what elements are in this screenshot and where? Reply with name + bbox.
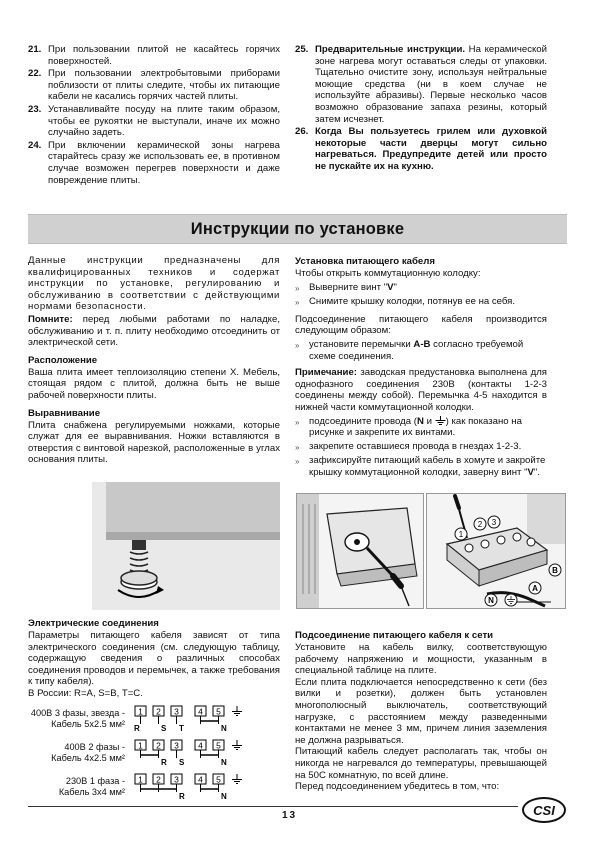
leveling-foot-illustration	[92, 482, 280, 610]
location-text: Ваша плита имеет теплоизоляцию степени X. Мебель, стоящая рядом с плитой, должна быть не выше рабочей поверхности плиты.	[28, 366, 280, 401]
open-instruction: Чтобы открыть коммутационную колодку:	[295, 268, 481, 279]
terminal-number: 3	[174, 740, 179, 751]
connection-row	[28, 772, 280, 802]
ground-icon	[232, 774, 242, 784]
terminal-diagram	[131, 738, 251, 768]
terminal-number: 1	[138, 706, 143, 717]
ground-icon	[232, 740, 242, 750]
phase-label: T	[179, 723, 184, 733]
phase-label: S	[179, 757, 185, 767]
electrical-heading: Электрические соединения	[28, 618, 159, 629]
ground-icon	[435, 416, 446, 425]
connection-type: 400В 3 фазы, звезда -	[30, 707, 125, 718]
terminal-number: 2	[156, 706, 161, 717]
item-heading: Предварительные инструкции.	[315, 44, 466, 55]
list-item: » зафиксируйте питающий кабель в хомуте и закройте крышку коммутационной колодки, заверну винт "V".	[295, 455, 546, 478]
connect-text: Подсоединение питающего кабеля производится следующим образом:	[295, 313, 547, 337]
phase-label: R	[134, 723, 140, 733]
ground-icon	[232, 706, 242, 716]
callout-b: B	[552, 566, 558, 575]
terminal-number: 1	[138, 740, 143, 751]
callout-2: 2	[477, 520, 483, 529]
note-text: Примечание: заводская предустановка выполнена для однофазного соединения 230В (контакты 1-2-3 соединены между собой). Перемычка 4-5 находится в нижней части коммутационной колодки.	[295, 367, 547, 413]
top-right-safety-list	[295, 44, 547, 174]
terminal-number: 5	[216, 706, 221, 717]
list-item: 25. Предварительные инструкции. На керамической зоне нагрева могут оставаться следы от упаковки. Тщательно очистите зону, используя нейтральные моющие средства (ни в коем случае не используйте абразивы). Первые несколько часов возможно образование запаха резины, который затем исчезнет.	[295, 44, 547, 125]
section-title: Инструкции по установке	[190, 219, 405, 238]
callout-1: 1	[458, 530, 464, 539]
leveling-heading: Выравнивание	[28, 407, 101, 419]
terminal-number: 4	[198, 740, 203, 751]
section-title-bar	[28, 214, 567, 244]
connection-label	[28, 776, 131, 797]
cable-install-heading: Установка питающего кабеля	[295, 256, 435, 267]
leveling-text: Плита снабжена регулируемыми ножками, которые служат для ее выравнивания. Ножки вставляются в отверстия с винтовой нарезкой, расположенные в углах основания плиты.	[28, 419, 280, 466]
footer-divider	[28, 806, 518, 807]
arrow-bullet-icon: »	[295, 442, 300, 452]
location-heading: Расположение	[28, 354, 98, 366]
terminal-number: 4	[198, 706, 203, 717]
open-steps-list	[295, 282, 547, 309]
cable-spec: Кабель 3х4 мм²	[58, 786, 125, 797]
list-item: 24. При включении керамической зоны нагрева старайтесь сразу же использовать ее, в противном случае возможен перегрев поверхности и даже повреждение плиты.	[28, 139, 280, 186]
left-column	[28, 255, 280, 466]
remember-note: Помните: перед любыми работами по наладке, обслуживанию и т. п. плиту необходимо отсоединить от электрической сети.	[28, 313, 280, 349]
electrical-text: Параметры питающего кабеля зависят от типа электрического соединения (см. следующую таблицу, содержащую сведения о различных способах соединения проводов и перемычек, а также требования к типу кабеля).	[28, 630, 280, 688]
russia-note: В России: R=A, S=B, T=C.	[28, 687, 143, 699]
terminal-diagram	[131, 704, 251, 734]
list-item: » установите перемычки A-B согласно требуемой схеме соединения.	[295, 338, 524, 362]
page-number: 13	[282, 810, 298, 821]
list-item: 22. При пользовании электробытовыми приборами поблизости от плиты следите, чтобы их питающие кабели не касались горячих частей плиты.	[28, 68, 280, 103]
terminal-block-wiring-illustration	[426, 493, 566, 609]
plug-section	[295, 630, 547, 793]
terminal-number: 3	[174, 706, 179, 717]
list-item: » подсоедините провода (N и ) как показано на рисунке и закрепите их винтами.	[295, 415, 522, 439]
connection-label	[28, 708, 131, 729]
plug-heading: Подсоединение питающего кабеля к сети	[295, 630, 494, 641]
list-item: » Выверните винт "V"	[295, 281, 397, 293]
arrow-bullet-icon: »	[295, 340, 300, 350]
terminal-number: 2	[156, 740, 161, 751]
list-item: » Снимите крышку колодки, потянув ее на себя.	[295, 296, 516, 308]
callout-a: A	[532, 584, 538, 593]
list-item: 23. Устанавливайте посуду на плите таким образом, чтобы ее рукоятки не выступали, иначе их можно случайно задеть.	[28, 103, 280, 139]
electrical-section	[28, 618, 280, 802]
terminal-number: 3	[174, 774, 179, 785]
phase-label: N	[221, 723, 227, 733]
terminal-number: 5	[216, 774, 221, 785]
connection-type: 400В 2 фазы -	[64, 741, 125, 752]
list-item: 26. Когда Вы пользуетесь грилем или духовкой некоторые части дверцы могут сильно нагреваться. Предупредите детей или просто не пускайте их на кухню.	[295, 126, 547, 172]
cable-spec: Кабель 4х2.5 мм²	[51, 752, 125, 763]
terminal-cover-illustration	[296, 493, 424, 609]
connection-type: 230В 1 фаза -	[65, 775, 125, 786]
terminal-number: 5	[216, 740, 221, 751]
phase-label: N	[221, 757, 227, 767]
callout-3: 3	[491, 518, 497, 527]
plug-text-4: Перед подсоединением убедитесь в том, что:	[295, 781, 500, 793]
plug-text-2: Если плита подключается непосредственно к сети (без вилки и розетки), должен быть установлен многополюсный выключатель, соответствующий нагрузке, с расстоянием между разведенными контактами не менее 3 мм, причем линия заземления не должна разрываться.	[295, 676, 547, 746]
arrow-bullet-icon: »	[295, 298, 300, 308]
connection-table	[28, 704, 280, 802]
right-column	[295, 256, 547, 479]
terminal-diagram	[131, 772, 251, 802]
list-item: » закрепите оставшиеся провода в гнездах 1-2-3.	[295, 440, 522, 452]
callout-n: N	[488, 596, 494, 605]
csi-logo: CSI	[522, 797, 566, 823]
phase-label: R	[179, 791, 185, 801]
intro-text: Данные инструкции предназначены для квалифицированных техников и содержат инструкции по установке, регулированию и обслуживанию в соответствии с действующими нормами безопасности.	[28, 255, 280, 313]
phase-label: S	[161, 723, 167, 733]
terminal-number: 4	[198, 774, 203, 785]
phase-label: N	[221, 791, 227, 801]
item-text: На керамической зоне нагрева могут оставаться следы от упаковки. Тщательно очистите зону, используя нейтральные моющие средства (ни в коем случае не используйте абразивы). Первые несколько часов возможно образование запаха резины, который затем исчезнет.	[315, 44, 547, 125]
connection-row	[28, 704, 280, 734]
arrow-bullet-icon: »	[295, 283, 300, 293]
list-item: 21. При пользовании плитой не касайтесь горячих поверхностей.	[28, 44, 280, 67]
arrow-bullet-icon: »	[295, 457, 300, 467]
plug-text-1: Установите на кабель вилку, соответствующую рабочему напряжению и мощности, указанным в специальной таблице на плите.	[295, 642, 547, 677]
plug-text-3: Питающий кабель следует располагать так, чтобы он никогда не нагревался до температуры, превышающей на 50С комнатную, по всей длине.	[295, 746, 547, 781]
connection-label	[28, 742, 131, 763]
phase-label: R	[161, 757, 167, 767]
terminal-number: 1	[138, 774, 143, 785]
terminal-number: 2	[156, 774, 161, 785]
top-left-safety-list	[28, 44, 280, 187]
cable-spec: Кабель 5х2.5 мм²	[51, 718, 125, 729]
connection-row	[28, 738, 280, 768]
arrow-bullet-icon: »	[295, 417, 300, 427]
